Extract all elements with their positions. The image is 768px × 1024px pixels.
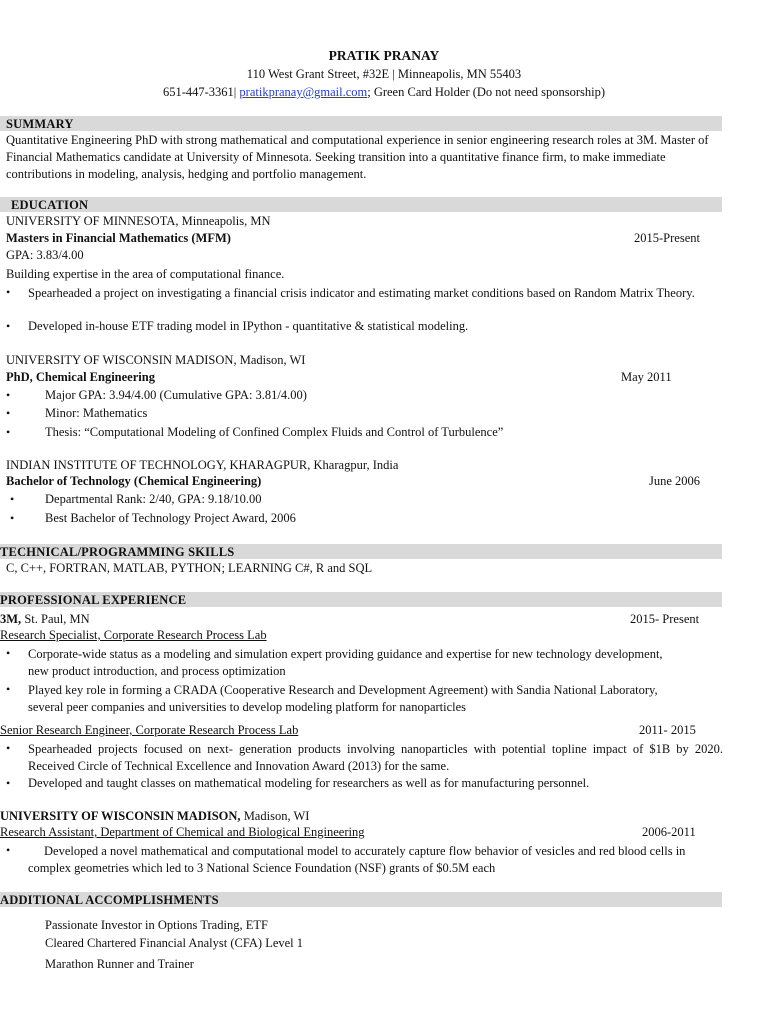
summary-bar	[0, 116, 722, 131]
role-bullet: Spearheaded projects focused on next- generation products involving nanoparticles with potential topline impact of $1B by 2020. Received Circle of Technical Excellence and Innovation Award (2013) for the same.	[28, 742, 723, 773]
education-heading: EDUCATION	[11, 198, 89, 212]
institution-location: Madison, WI	[236, 353, 306, 367]
phd-bullet-1: Major GPA: 3.94/4.00 (Cumulative GPA: 3.81/4.00)	[45, 388, 307, 402]
degree-date: 2015-Present	[634, 231, 700, 245]
role-bullet: Corporate-wide status as a modeling and simulation expert providing guidance and expertise for new technology development, new product introduction, and process optimization	[28, 647, 663, 678]
school-wisconsin	[6, 353, 305, 368]
bullet-icon: •	[10, 511, 15, 525]
institution-name: UNIVERSITY OF WISCONSIN MADISON,	[6, 353, 237, 367]
accomplishments-heading: ADDITIONAL ACCOMPLISHMENTS	[0, 893, 219, 907]
gpa-mfm: GPA: 3.83/4.00	[6, 248, 84, 262]
employer-wisconsin	[0, 809, 309, 824]
degree-phd: PhD, Chemical Engineering	[6, 370, 155, 384]
degree-date: May 2011	[621, 370, 672, 384]
bullet-icon: •	[10, 492, 15, 506]
employment-date: 2006-2011	[642, 825, 696, 839]
institution-name: UNIVERSITY OF MINNESOTA,	[6, 214, 179, 228]
phd-bullet-2: Minor: Mathematics	[45, 406, 148, 420]
company-name: UNIVERSITY OF WISCONSIN MADISON,	[0, 809, 241, 823]
phone-number: 651-447-3361|	[162, 85, 237, 99]
school-minnesota	[6, 214, 271, 229]
btech-bullet-2: Best Bachelor of Technology Project Award, 2006	[45, 511, 296, 525]
degree-mfm: Masters in Financial Mathematics (MFM)	[6, 231, 231, 245]
bullet-icon: •	[6, 425, 11, 439]
institution-location: Kharagpur, India	[310, 458, 399, 472]
skills-text: C, C++, FORTRAN, MATLAB, PYTHON; LEARNING C#, R and SQL	[6, 561, 373, 575]
mfm-bullet-2: Developed in-house ETF trading model in IPython - quantitative & statistical modeling.	[28, 319, 469, 333]
institution-location: Minneapolis, MN	[178, 214, 271, 228]
bullet-icon: •	[6, 285, 11, 299]
company-location: St. Paul, MN	[21, 612, 90, 626]
bullet-icon: •	[6, 776, 11, 790]
school-iit	[6, 458, 398, 473]
email-link[interactable]: pratikpranay@gmail.com	[239, 85, 368, 99]
skills-heading: TECHNICAL/PROGRAMMING SKILLS	[0, 545, 235, 559]
accomplishment-item: Marathon Runner and Trainer	[45, 957, 194, 971]
accomplishment-item: Passionate Investor in Options Trading, ETF	[45, 918, 268, 932]
accomplishment-item: Cleared Chartered Financial Analyst (CFA) Level 1	[45, 936, 304, 950]
mfm-note: Building expertise in the area of computational finance.	[6, 267, 285, 281]
bullet-icon: •	[6, 388, 11, 402]
education-bar	[0, 197, 722, 212]
contact-line	[0, 83, 768, 101]
address-line: 110 West Grant Street, #32E | Minneapolis, MN 55403	[246, 67, 522, 81]
role-title: Senior Research Engineer, Corporate Research Process Lab	[0, 723, 299, 737]
bullet-icon: •	[6, 843, 11, 857]
bullet-icon: •	[6, 682, 11, 696]
role-bullet: Developed and taught classes on mathematical modeling for researchers as well as for manufacturing personnel.	[28, 776, 590, 790]
summary-heading: SUMMARY	[6, 117, 74, 131]
company-location: Madison, WI	[240, 809, 310, 823]
role-title: Research Assistant, Department of Chemical and Biological Engineering	[0, 825, 365, 839]
phd-bullet-3: Thesis: “Computational Modeling of Confined Complex Fluids and Control of Turbulence”	[45, 425, 504, 439]
employer-3m	[0, 612, 90, 627]
bullet-icon: •	[6, 406, 11, 420]
role-bullet: Developed a novel mathematical and computational model to accurately capture flow behavior of vesicles and red blood cells in complex geometries which led to 3 National Science Foundation (NSF) grants of $0.5M each	[28, 844, 686, 875]
role-title: Research Specialist, Corporate Research Process Lab	[0, 628, 267, 642]
candidate-name: PRATIK PRANAY	[328, 48, 440, 63]
employment-date: 2011- 2015	[639, 723, 696, 737]
bullet-icon: •	[6, 646, 11, 660]
btech-bullet-1: Departmental Rank: 2/40, GPA: 9.18/10.00	[45, 492, 262, 506]
company-name: 3M,	[0, 612, 22, 626]
employment-date: 2015- Present	[630, 612, 700, 626]
role-bullet: Played key role in forming a CRADA (Cooperative Research and Development Agreement) with Sandia National Laboratory, several peer companies and universities to develop modeling platform for nanoparticles	[28, 683, 658, 714]
residency-status: ; Green Card Holder (Do not need sponsorship)	[367, 85, 606, 99]
experience-heading: PROFESSIONAL EXPERIENCE	[0, 593, 187, 607]
bullet-icon: •	[6, 319, 11, 333]
summary-text: Quantitative Engineering PhD with strong mathematical and computational experience in senior engineering research roles at 3M. Master of Financial Mathematics candidate at University of Minnesota. Seeking transition into a quantitative finance firm, to make immediate contributions in modeling, analysis, hedging and portfolio management.	[6, 133, 709, 181]
degree-date: June 2006	[649, 474, 701, 488]
mfm-bullet-1: Spearheaded a project on investigating a financial crisis indicator and estimating market conditions based on Random Matrix Theory.	[28, 286, 695, 300]
institution-name: INDIAN INSTITUTE OF TECHNOLOGY, KHARAGPUR,	[6, 458, 311, 472]
bullet-icon: •	[6, 741, 11, 755]
degree-btech: Bachelor of Technology (Chemical Engineering)	[6, 474, 262, 488]
